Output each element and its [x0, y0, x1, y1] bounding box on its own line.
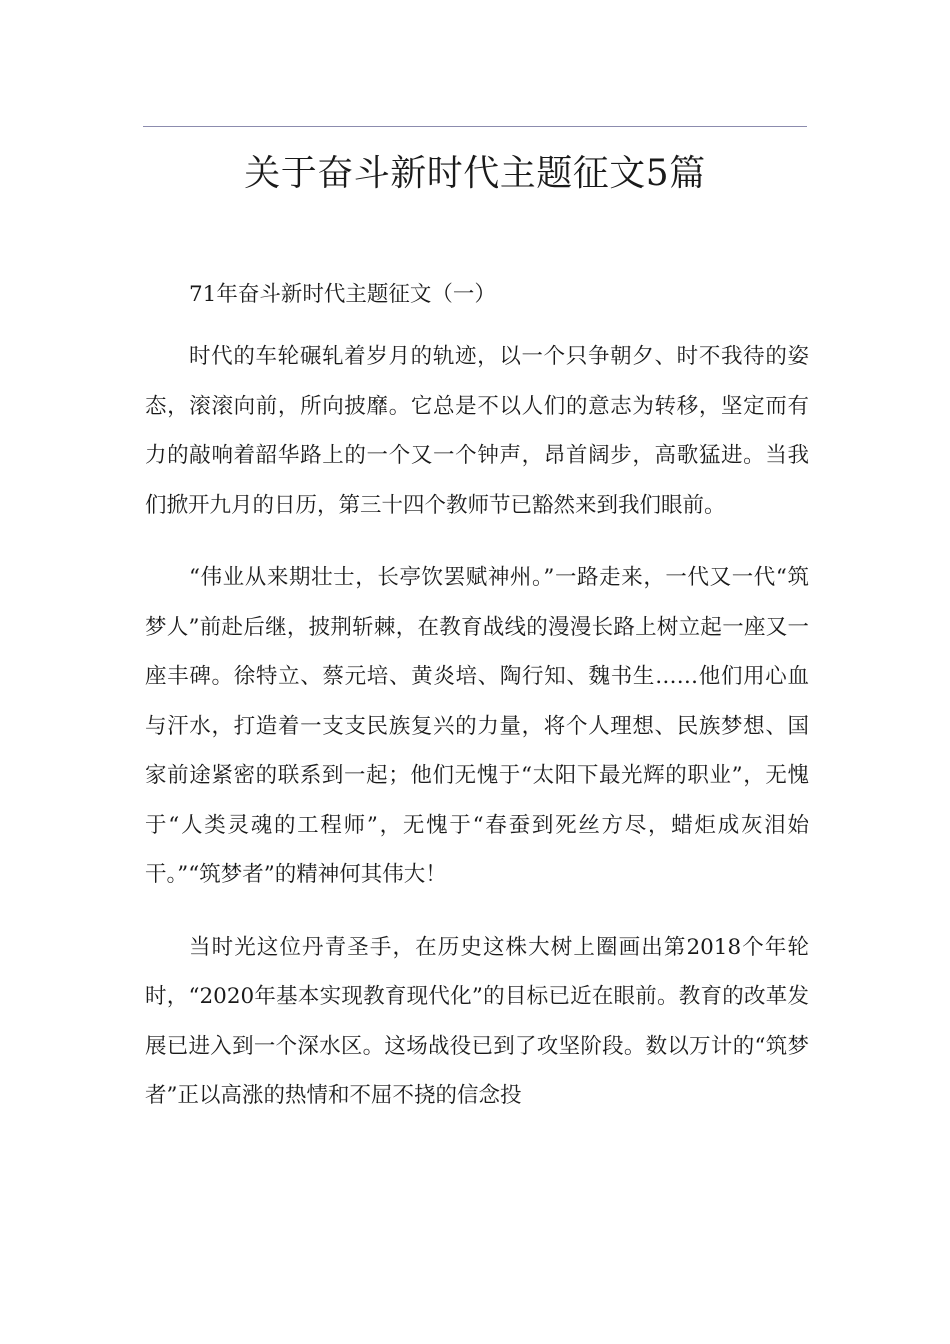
paragraph-3: 当时光这位丹青圣手，在历史这株大树上圈画出第2018个年轮时，“2020年基本实现教育现代化”的目标已近在眼前。教育的改革发展已进入到一个深水区。这场战役已到了攻坚阶段。数以万计的“筑梦者”正以高涨的热情和不屈不挠的信念投 [145, 934, 809, 1108]
spacer [145, 900, 809, 923]
paragraph-2: “伟业从来期壮士，长亭饮罢赋神州。”一路走来，一代又一代“筑梦人”前赴后继，披荆斩棘，在教育战线的漫漫长路上树立起一座又一座丰碑。徐特立、蔡元培、黄炎培、陶行知、魏书生……他们用心血与汗水，打造着一支支民族复兴的力量，将个人理想、民族梦想、国家前途紧密的联系到一起；他们无愧于“太阳下最光辉的职业”，无愧于“人类灵魂的工程师”，无愧于“春蚕到死丝方尽，蜡炬成灰泪始干。”“筑梦者”的精神何其伟大！ [145, 565, 809, 887]
document-title: 关于奋斗新时代主题征文5篇 [244, 153, 706, 194]
spacer [145, 530, 809, 553]
header-rule [143, 126, 807, 127]
paragraph-1: 时代的车轮碾轧着岁月的轨迹，以一个只争朝夕、时不我待的姿态，滚滚向前，所向披靡。它总是不以人们的意志为转移，坚定而有力的敲响着韶华路上的一个又一个钟声，昂首阔步，高歌猛进。当我们掀开九月的日历，第三十四个教师节已豁然来到我们眼前。 [145, 344, 809, 518]
section-heading: 71年奋斗新时代主题征文（一） [189, 282, 496, 307]
document-body [145, 273, 809, 1121]
spacer [145, 317, 809, 332]
